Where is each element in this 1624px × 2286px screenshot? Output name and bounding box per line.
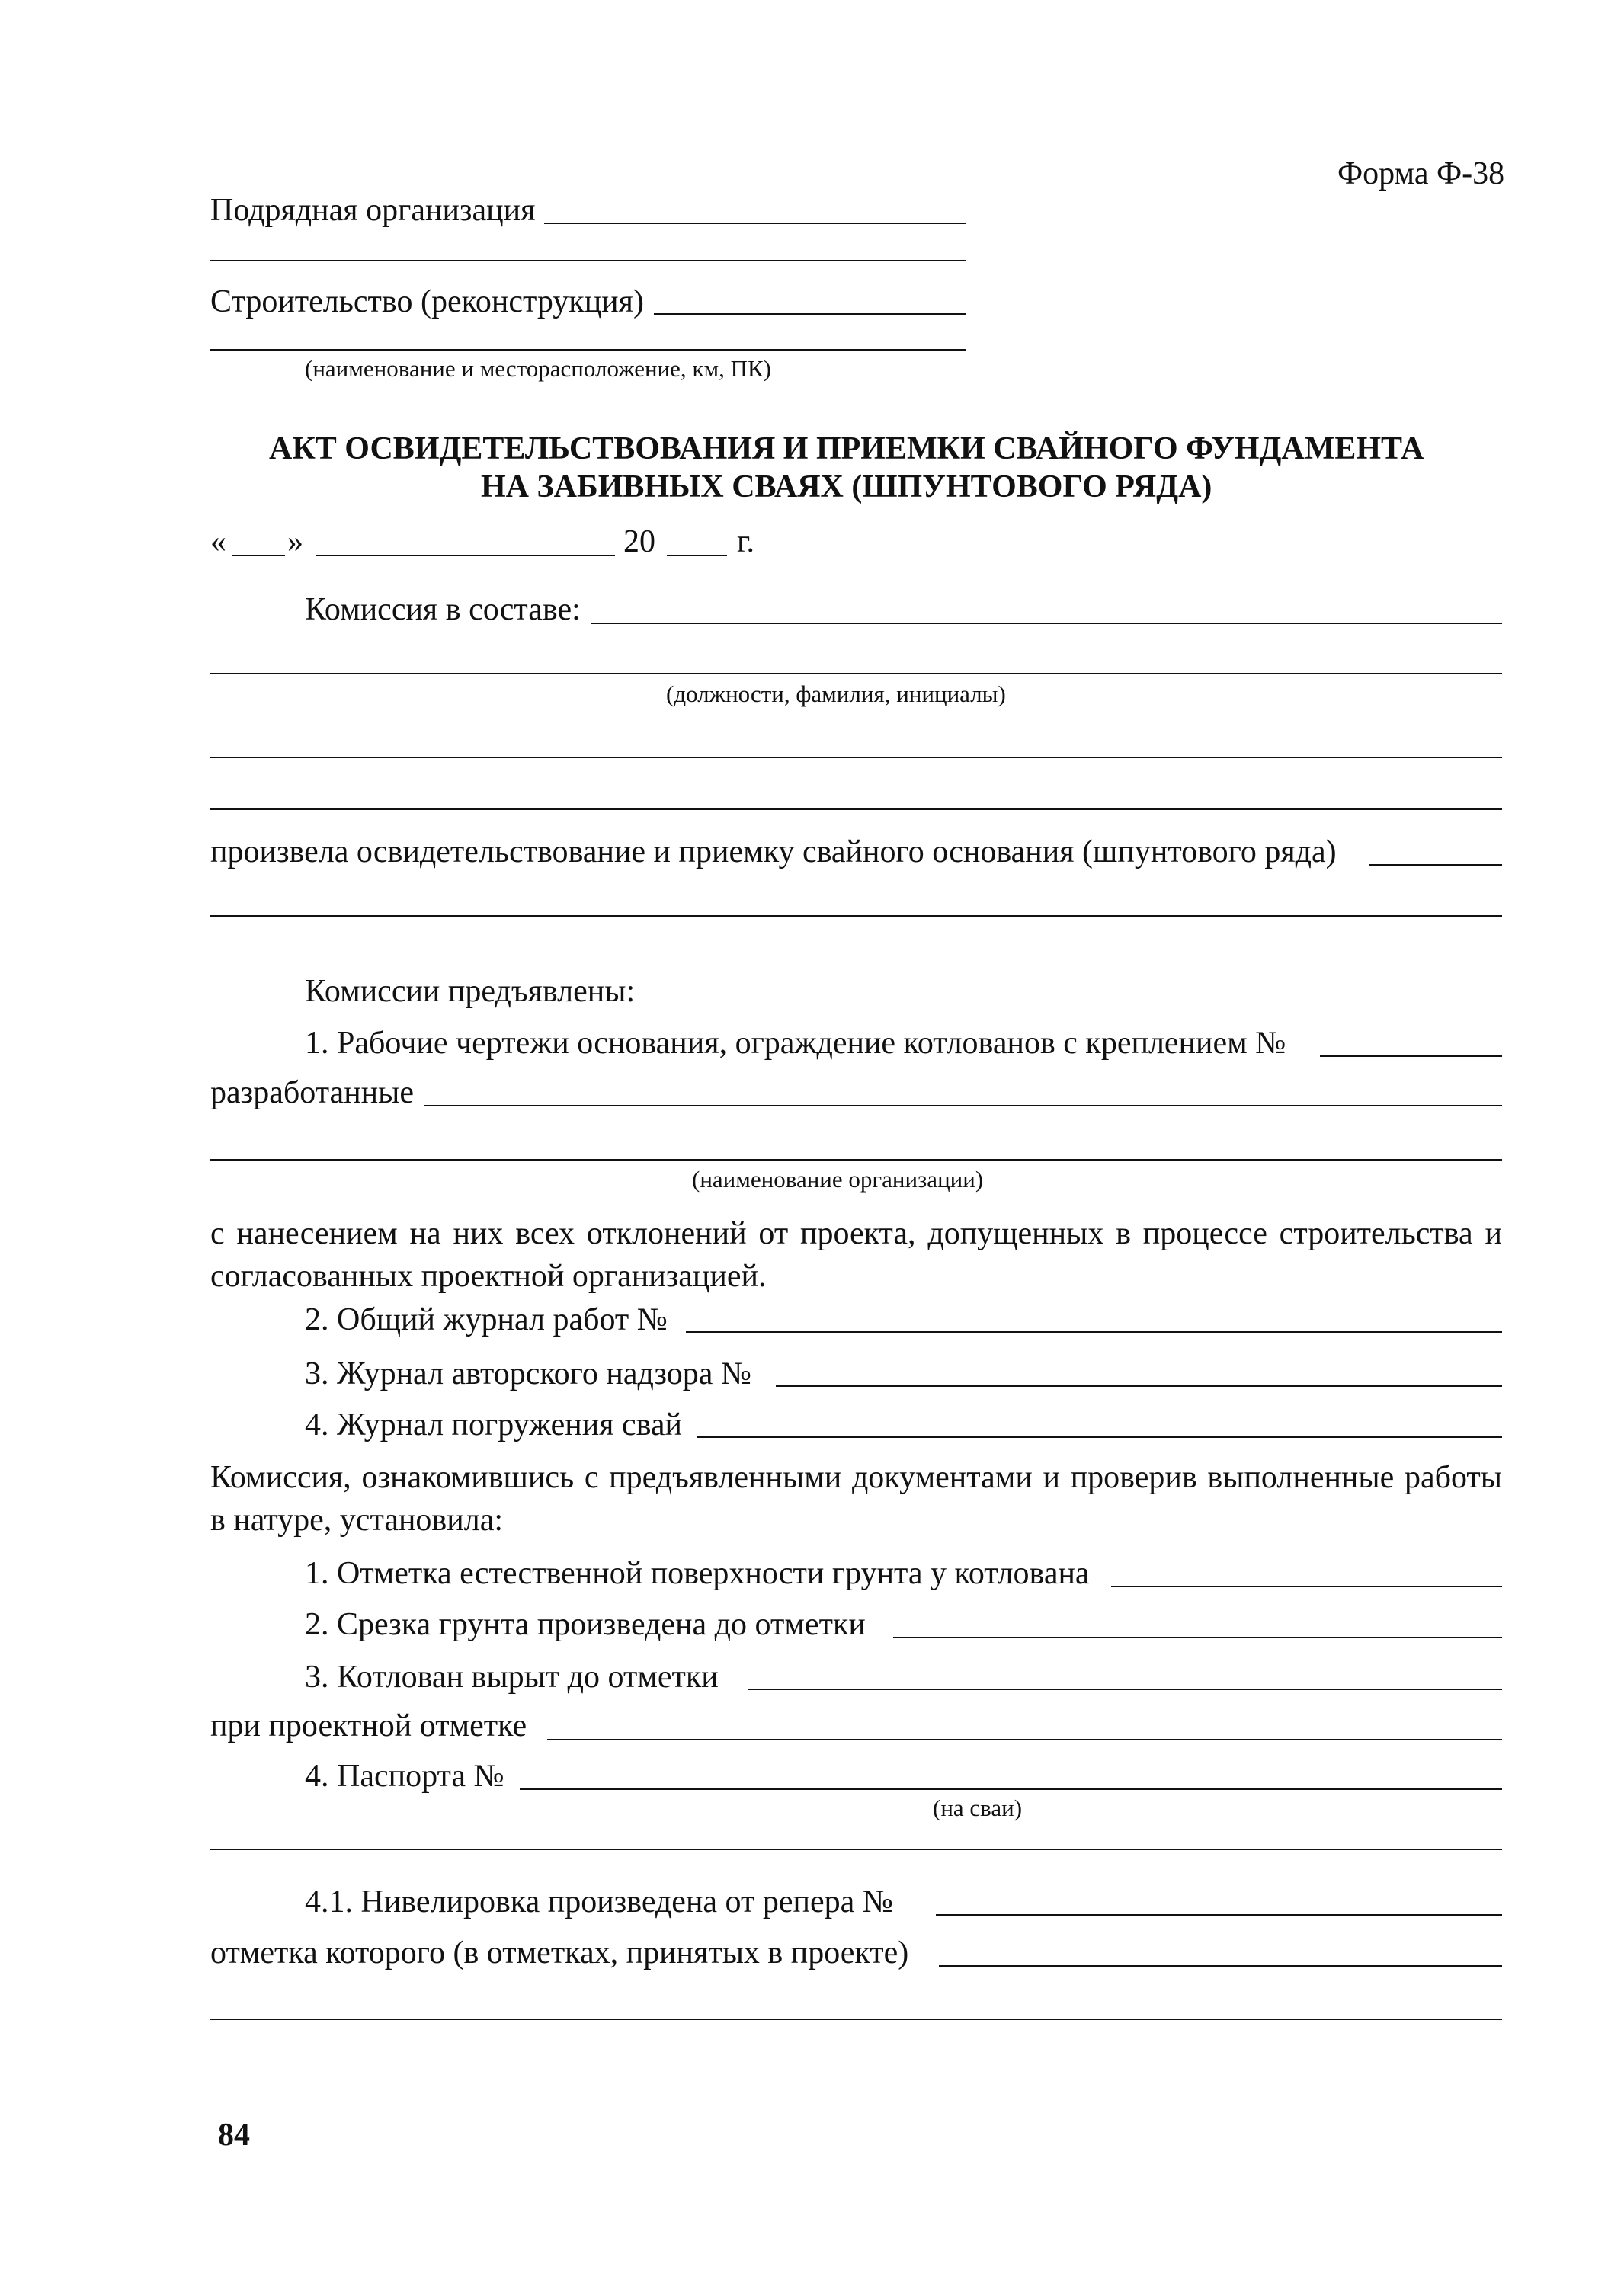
pit-depth-field[interactable] [748, 1689, 1502, 1690]
presented-heading: Комиссии предъявлены: [305, 974, 636, 1009]
presented-item2: 2. Общий журнал работ № [305, 1302, 668, 1337]
act-title-line1: АКТ ОСВИДЕТЕЛЬСТВОВАНИЯ И ПРИЕМКИ СВАЙНОГО ФУНДАМЕНТА [269, 431, 1424, 466]
org-caption: (наименование организации) [692, 1166, 984, 1193]
deviation-text: с нанесением на них всех отклонений от проекта, допущенных в процессе строительства и согласованных проектной организацией. [210, 1216, 1502, 1294]
soil-cut-field[interactable] [893, 1637, 1502, 1638]
contractor-field[interactable] [544, 223, 966, 224]
presented-item3: 3. Журнал авторского надзора № [305, 1356, 751, 1391]
contractor-label: Подрядная организация [210, 193, 536, 228]
design-mark-label: при проектной отметке [210, 1708, 527, 1743]
elevation-field-line2[interactable] [210, 2019, 1502, 2020]
performed-field[interactable] [1369, 864, 1502, 866]
form-id: Форма Ф-38 [1337, 156, 1505, 191]
date-close-quote: » [287, 524, 303, 559]
natural-surface-field[interactable] [1111, 1586, 1502, 1587]
established-item3: 3. Котлован вырыт до отметки [305, 1660, 719, 1695]
established-item4: 4. Паспорта № [305, 1759, 504, 1794]
performed-field-line2[interactable] [210, 915, 1502, 917]
developed-field[interactable] [424, 1105, 1502, 1106]
established-item41: 4.1. Нивелировка произведена от репера № [305, 1884, 893, 1919]
presented-item1: 1. Рабочие чертежи основания, ограждение котлованов с креплением № [305, 1026, 1286, 1061]
construction-field[interactable] [654, 313, 966, 315]
date-open-quote: « [210, 524, 226, 559]
developed-field-line2[interactable] [210, 1159, 1502, 1161]
contractor-field-line2[interactable] [210, 260, 966, 261]
commission-field-line4[interactable] [210, 808, 1502, 810]
established-intro: Комиссия, ознакомившись с предъявленными документами и проверив выполненные работы в натуре, установила: [210, 1460, 1502, 1538]
construction-caption: (наименование и месторасположение, км, ПК) [305, 355, 771, 382]
commission-caption: (должности, фамилия, инициалы) [666, 680, 1006, 707]
commission-field-line3[interactable] [210, 757, 1502, 758]
date-day-field[interactable] [232, 555, 285, 556]
author-log-field[interactable] [776, 1385, 1502, 1387]
page-number: 84 [218, 2118, 250, 2153]
established-item2: 2. Срезка грунта произведена до отметки [305, 1607, 866, 1642]
benchmark-field[interactable] [936, 1914, 1502, 1916]
commission-label: Комиссия в составе: [305, 592, 581, 627]
date-year-suffix: г. [737, 524, 754, 559]
construction-label: Строительство (реконструкция) [210, 284, 644, 319]
commission-field[interactable] [591, 623, 1502, 624]
developed-label: разработанные [210, 1075, 415, 1110]
elevation-field[interactable] [939, 1965, 1502, 1967]
general-log-field[interactable] [686, 1331, 1502, 1333]
commission-field-line2[interactable] [210, 673, 1502, 674]
piles-caption: (на сваи) [933, 1795, 1023, 1821]
construction-field-line2[interactable] [210, 349, 966, 351]
act-title-line2: НА ЗАБИВНЫХ СВАЯХ (ШПУНТОВОГО РЯДА) [481, 469, 1212, 504]
date-year-field[interactable] [667, 555, 727, 556]
elevation-label: отметка которого (в отметках, принятых в проекте) [210, 1935, 909, 1971]
performed-text: произвела освидетельствование и приемку свайного основания (шпунтового ряда) [210, 834, 1337, 869]
date-year-prefix: 20 [623, 524, 655, 559]
date-month-field[interactable] [316, 555, 615, 556]
presented-item4: 4. Журнал погружения свай [305, 1407, 683, 1442]
passports-field[interactable] [520, 1788, 1502, 1790]
pile-driving-log-field[interactable] [697, 1436, 1502, 1438]
design-mark-field[interactable] [547, 1739, 1502, 1740]
established-item1: 1. Отметка естественной поверхности грунта у котлована [305, 1556, 1090, 1591]
drawings-number-field[interactable] [1320, 1055, 1502, 1057]
passports-field-line2[interactable] [210, 1849, 1502, 1850]
